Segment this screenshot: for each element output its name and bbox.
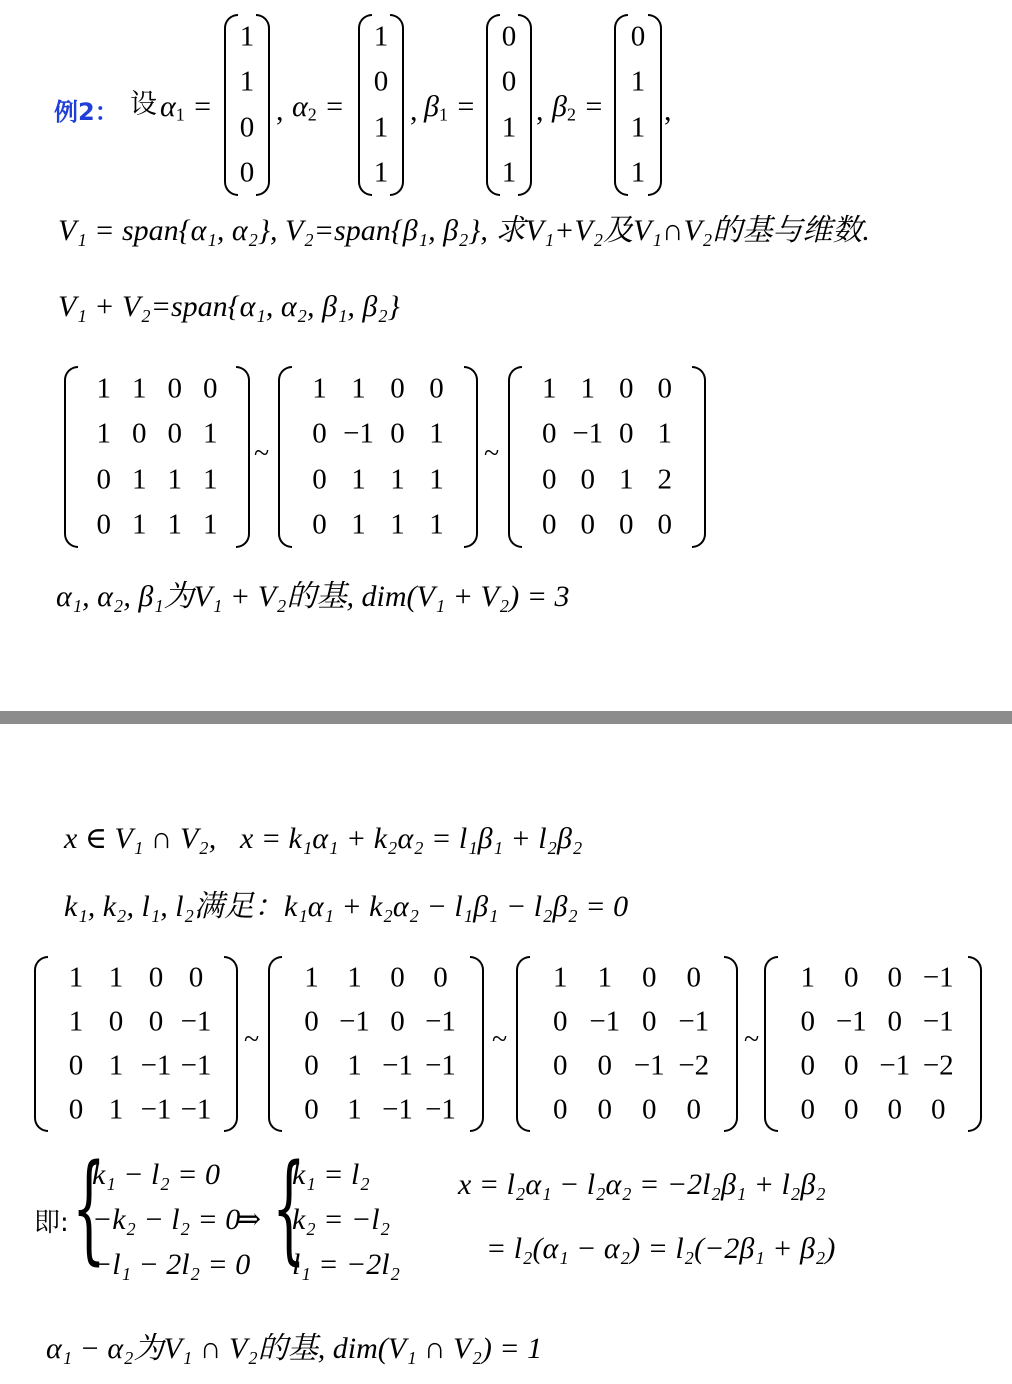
- matrix-cell: 1: [501, 111, 517, 144]
- system-right-eq-1: k₁ = l₂: [292, 1158, 370, 1191]
- vector-name-alpha1: $\alpha_1$ =: [160, 90, 213, 125]
- matrix-cell: −1: [633, 1049, 665, 1082]
- matrix-cell: 0: [844, 961, 859, 994]
- matrix-cell: 1: [351, 372, 366, 405]
- matrix-cell: −1: [180, 1049, 212, 1082]
- matrix-cell: −1: [835, 1005, 867, 1038]
- matrix-cell: 1: [373, 20, 389, 53]
- matrix-cell: 0: [542, 463, 557, 496]
- matrix-cell: 0: [203, 372, 218, 405]
- left-parenthesis: [34, 956, 48, 1132]
- matrix-cell: 0: [657, 508, 672, 541]
- system-left-eq-2: −k₂ − l₂ = 0: [92, 1203, 241, 1236]
- matrix-cell: −1: [140, 1093, 172, 1126]
- vector-name-beta1: $\beta_1$ =: [424, 90, 476, 125]
- ji-label: 即:: [34, 1208, 69, 1238]
- matrix-cell: −1: [382, 1093, 413, 1126]
- matrix-cell: 0: [553, 1005, 568, 1038]
- matrix-cell: −1: [922, 961, 954, 994]
- matrix-cell: −1: [140, 1049, 172, 1082]
- left-parenthesis: [278, 366, 292, 548]
- right-parenthesis: [648, 14, 662, 196]
- sum-definition-line: V₁ + V₂=span{α₁, α₂, β₁, β₂}: [58, 290, 400, 323]
- system-right-eq-3: l₁ = −2l₂: [292, 1248, 401, 1281]
- right-parenthesis: [968, 956, 982, 1132]
- matrix-cell: 0: [619, 508, 634, 541]
- matrix-cell: 0: [619, 372, 634, 405]
- matrix-cell: 0: [887, 961, 902, 994]
- left-parenthesis: [268, 956, 282, 1132]
- left-brace: {: [272, 1138, 306, 1276]
- matrix-cell: 0: [148, 1005, 164, 1038]
- left-brace: {: [72, 1138, 106, 1276]
- matrix-cell: −1: [678, 1005, 710, 1038]
- matrix-cell: 1: [347, 961, 362, 994]
- right-parenthesis: [692, 366, 706, 548]
- column-vector-alpha2: [358, 14, 404, 196]
- matrix-cell: −1: [425, 1049, 456, 1082]
- matrix-cell: 1: [597, 961, 612, 994]
- left-parenthesis: [224, 14, 238, 196]
- right-parenthesis: [390, 14, 404, 196]
- matrix-cell: 1: [304, 961, 319, 994]
- matrix-cell: 1: [429, 417, 444, 450]
- column-vector-alpha1: [224, 14, 270, 196]
- matrix-cell: 0: [844, 1093, 859, 1126]
- slide-2: [0, 724, 1012, 1384]
- matrix-cell: −1: [572, 417, 604, 450]
- implies-arrow: ⇒: [236, 1203, 262, 1236]
- matrix-cell: 0: [312, 508, 327, 541]
- matrix-cell: 0: [686, 1093, 701, 1126]
- matrix-cell: −1: [589, 1005, 621, 1038]
- right-parenthesis: [236, 366, 250, 548]
- system-left-eq-1: k₁ − l₂ = 0: [92, 1158, 220, 1191]
- matrix-cell: 1: [390, 508, 405, 541]
- matrix-cell: 0: [239, 111, 255, 144]
- matrix-cell: 1: [630, 111, 646, 144]
- row-equivalence-tilde: ~: [484, 438, 500, 469]
- coefficient-condition-line: k₁, k₂, l₁, l₂满足：k₁α₁ + k₂α₂ − l₁β₁ − l₂β₂ = 0: [64, 890, 629, 923]
- matrix-cell: 1: [108, 961, 124, 994]
- matrix-cell: 0: [597, 1093, 612, 1126]
- matrix-cell: 0: [132, 417, 147, 450]
- linear-combination-line: x = k₁α₁ + k₂α₂ = l₁β₁ + l₂β₂: [240, 822, 583, 855]
- matrix-cell: 0: [304, 1093, 319, 1126]
- matrix-cell: −2: [678, 1049, 710, 1082]
- matrix-cell: 0: [167, 417, 182, 450]
- matrix-cell: 1: [68, 961, 84, 994]
- matrix-cell: 1: [580, 372, 595, 405]
- matrix-cell: 1: [239, 20, 255, 53]
- matrix-cell: 1: [203, 417, 218, 450]
- matrix-step-3: [516, 956, 738, 1132]
- matrix-cell: 1: [167, 508, 182, 541]
- matrix-cell: 1: [132, 463, 147, 496]
- matrix-cell: 0: [501, 20, 517, 53]
- row-equivalence-tilde: ~: [254, 438, 270, 469]
- matrix-cell: 0: [390, 1005, 405, 1038]
- column-vector-beta1: [486, 14, 532, 196]
- matrix-cell: 1: [373, 156, 389, 189]
- slide-divider: [0, 711, 1012, 724]
- matrix-step-1: [64, 366, 250, 548]
- matrix-cell: −2: [922, 1049, 954, 1082]
- matrix-cell: 1: [630, 156, 646, 189]
- matrix-cell: 0: [188, 961, 204, 994]
- right-parenthesis: [470, 956, 484, 1132]
- matrix-cell: 1: [108, 1093, 124, 1126]
- right-parenthesis: [464, 366, 478, 548]
- matrix-cell: 0: [304, 1049, 319, 1082]
- right-parenthesis: [256, 14, 270, 196]
- matrix-cell: 0: [148, 961, 164, 994]
- matrix-cell: 1: [553, 961, 568, 994]
- left-parenthesis: [358, 14, 372, 196]
- matrix-cell: 1: [108, 1049, 124, 1082]
- matrix-cell: 0: [844, 1049, 859, 1082]
- matrix-cell: 0: [108, 1005, 124, 1038]
- matrix-cell: 0: [390, 961, 405, 994]
- matrix-cell: 0: [800, 1049, 815, 1082]
- vector-name-beta2: $\beta_2$ =: [552, 90, 604, 125]
- matrix-cell: 1: [203, 508, 218, 541]
- matrix-cell: 1: [132, 372, 147, 405]
- question-line: V₁ = span{α₁, α₂}, V₂=span{β₁, β₂}, 求V₁+V₂及V₁∩V₂的基与维数.: [58, 214, 870, 247]
- sum-conclusion: α₁, α₂, β₁为V₁ + V₂的基, dim(V₁ + V₂) = 3: [56, 580, 570, 613]
- matrix-cell: 1: [167, 463, 182, 496]
- matrix-cell: 1: [132, 508, 147, 541]
- matrix-cell: 1: [429, 508, 444, 541]
- left-parenthesis: [64, 366, 78, 548]
- matrix-cell: 0: [312, 463, 327, 496]
- left-parenthesis: [508, 366, 522, 548]
- matrix-cell: 1: [347, 1093, 362, 1126]
- matrix-cell: 0: [887, 1093, 902, 1126]
- matrix-cell: 0: [96, 508, 111, 541]
- matrix-cell: −1: [922, 1005, 954, 1038]
- separator: ,: [536, 94, 544, 127]
- result-line-2: = l₂(α₁ − α₂) = l₂(−2β₁ + β₂): [486, 1232, 836, 1265]
- matrix-cell: 1: [239, 65, 255, 98]
- row-equivalence-tilde: ~: [744, 1024, 760, 1055]
- matrix-cell: 0: [304, 1005, 319, 1038]
- matrix-cell: 1: [351, 463, 366, 496]
- result-line-1: x = l₂α₁ − l₂α₂ = −2l₂β₁ + l₂β₂: [458, 1168, 826, 1201]
- matrix-cell: 0: [580, 463, 595, 496]
- matrix-cell: 2: [657, 463, 672, 496]
- matrix-cell: 1: [800, 961, 815, 994]
- matrix-cell: 1: [501, 156, 517, 189]
- matrix-cell: 0: [597, 1049, 612, 1082]
- matrix-cell: −1: [180, 1005, 212, 1038]
- matrix-cell: 1: [429, 463, 444, 496]
- matrix-cell: 1: [68, 1005, 84, 1038]
- matrix-cell: 1: [96, 417, 111, 450]
- matrix-cell: 0: [167, 372, 182, 405]
- matrix-step-3: [508, 366, 706, 548]
- matrix-cell: 0: [553, 1093, 568, 1126]
- matrix-cell: 0: [501, 65, 517, 98]
- matrix-cell: 0: [619, 417, 634, 450]
- left-parenthesis: [764, 956, 778, 1132]
- matrix-cell: −1: [879, 1049, 911, 1082]
- matrix-cell: 1: [630, 65, 646, 98]
- matrix-cell: 1: [203, 463, 218, 496]
- right-parenthesis: [518, 14, 532, 196]
- matrix-step-4: [764, 956, 982, 1132]
- matrix-cell: 1: [390, 463, 405, 496]
- matrix-cell: 0: [887, 1005, 902, 1038]
- example-label: 例2：: [54, 98, 119, 126]
- matrix-cell: −1: [425, 1093, 456, 1126]
- matrix-cell: 0: [553, 1049, 568, 1082]
- matrix-cell: 0: [390, 417, 405, 450]
- right-parenthesis: [224, 956, 238, 1132]
- matrix-cell: −1: [343, 417, 374, 450]
- matrix-cell: 0: [542, 508, 557, 541]
- matrix-step-2: [268, 956, 484, 1132]
- column-vector-beta2: [614, 14, 662, 196]
- matrix-cell: 0: [390, 372, 405, 405]
- matrix-cell: 0: [642, 1005, 657, 1038]
- matrix-cell: 1: [347, 1049, 362, 1082]
- matrix-cell: 0: [642, 1093, 657, 1126]
- separator: ,: [276, 94, 284, 127]
- matrix-cell: 1: [542, 372, 557, 405]
- matrix-cell: 1: [312, 372, 327, 405]
- matrix-cell: 1: [657, 417, 672, 450]
- matrix-cell: 0: [373, 65, 389, 98]
- matrix-cell: 0: [239, 156, 255, 189]
- matrix-cell: 1: [351, 508, 366, 541]
- matrix-cell: 0: [657, 372, 672, 405]
- matrix-step-1: [34, 956, 238, 1132]
- matrix-cell: 0: [580, 508, 595, 541]
- matrix-cell: 0: [542, 417, 557, 450]
- row-equivalence-tilde: ~: [492, 1024, 508, 1055]
- intersection-element-line: x ∈ V₁ ∩ V₂,: [64, 822, 217, 855]
- matrix-cell: 0: [429, 372, 444, 405]
- matrix-cell: 1: [619, 463, 634, 496]
- intro-text: 设: [130, 89, 157, 120]
- left-parenthesis: [614, 14, 628, 196]
- matrix-cell: 0: [433, 961, 448, 994]
- matrix-cell: 0: [68, 1049, 84, 1082]
- system-left-eq-3: −l₁ − 2l₂ = 0: [92, 1248, 251, 1281]
- separator: ,: [664, 94, 672, 127]
- right-parenthesis: [724, 956, 738, 1132]
- separator: ,: [410, 94, 418, 127]
- left-parenthesis: [516, 956, 530, 1132]
- matrix-cell: 1: [373, 111, 389, 144]
- matrix-cell: 0: [931, 1093, 946, 1126]
- left-parenthesis: [486, 14, 500, 196]
- system-right-eq-2: k₂ = −l₂: [292, 1203, 390, 1236]
- matrix-cell: 0: [800, 1005, 815, 1038]
- vector-name-alpha2: $\alpha_2$ =: [292, 90, 345, 125]
- row-equivalence-tilde: ~: [244, 1024, 260, 1055]
- matrix-cell: −1: [339, 1005, 370, 1038]
- matrix-cell: 1: [96, 372, 111, 405]
- matrix-cell: 0: [312, 417, 327, 450]
- matrix-cell: 0: [96, 463, 111, 496]
- matrix-cell: −1: [382, 1049, 413, 1082]
- matrix-cell: 0: [800, 1093, 815, 1126]
- matrix-cell: 0: [68, 1093, 84, 1126]
- intersection-conclusion: α₁ − α₂为V₁ ∩ V₂的基, dim(V₁ ∩ V₂) = 1: [46, 1332, 543, 1365]
- matrix-cell: −1: [425, 1005, 456, 1038]
- matrix-cell: 0: [686, 961, 701, 994]
- matrix-cell: −1: [180, 1093, 212, 1126]
- matrix-step-2: [278, 366, 478, 548]
- matrix-cell: 0: [630, 20, 646, 53]
- matrix-cell: 0: [642, 961, 657, 994]
